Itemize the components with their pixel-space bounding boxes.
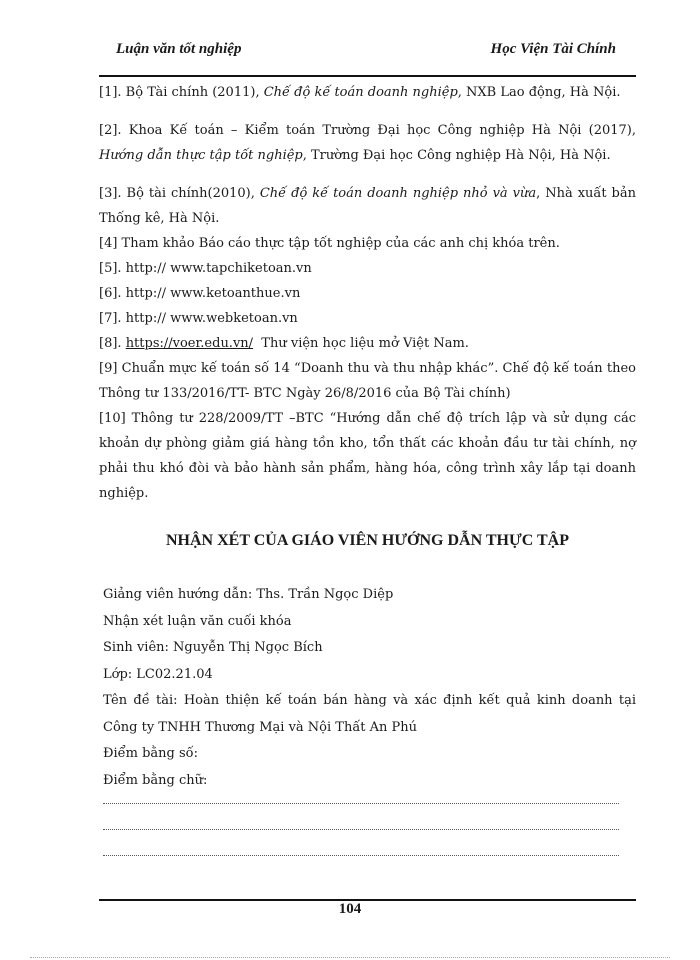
reference-item: [1]. Bộ Tài chính (2011), Chế độ kế toán doanh nghiệp, NXB Lao động, Hà Nội. xyxy=(99,85,621,100)
page-number: 104 xyxy=(338,901,362,917)
dotted-line xyxy=(103,803,619,804)
section-title: NHẬN XÉT CỦA GIÁO VIÊN HƯỚNG DẪN THỰC TẬP xyxy=(165,532,569,549)
page-edge xyxy=(30,957,670,958)
student-line: Sinh viên: Nguyễn Thị Ngọc Bích xyxy=(103,640,323,655)
review-line: Nhận xét luận văn cuối khóa xyxy=(103,613,292,629)
score-number-line: Điểm bằng số: xyxy=(103,746,199,761)
dotted-line xyxy=(103,855,619,856)
reference-item: [9] Chuẩn mực kế toán số 14 “Doanh thu và thu nhập khác”. Chế độ kế toán theo Thông tư 133/2016/TT- BTC Ngày 26/8/2016 của Bộ Tài chính) xyxy=(99,361,636,401)
reference-item: [2]. Khoa Kế toán – Kiểm toán Trường Đại học Công nghiệp Hà Nội (2017), Hướng dẫn thực tập tốt nghiệp, Trường Đại học Công nghiệp Hà Nội, Hà Nội. xyxy=(99,123,636,163)
comment-section xyxy=(103,582,636,794)
reference-list xyxy=(99,80,636,506)
reference-item: [4] Tham khảo Báo cáo thực tập tốt nghiệp của các anh chị khóa trên. xyxy=(99,236,560,251)
instructor-line: Giảng viên hướng dẫn: Ths. Trần Ngọc Diệp xyxy=(103,587,394,602)
header-thesis-label: Luận văn tốt nghiệp xyxy=(116,41,242,57)
reference-item: [8]. https://voer.edu.vn/ Thư viện học liệu mở Việt Nam. xyxy=(99,336,469,351)
reference-link[interactable]: https://voer.edu.vn/ xyxy=(125,336,254,351)
reference-item: [7]. http:// www.webketoan.vn xyxy=(99,311,298,326)
class-line: Lớp: LC02.21.04 xyxy=(103,666,213,682)
reference-item: [6]. http:// www.ketoanthue.vn xyxy=(99,286,301,301)
dotted-line xyxy=(103,829,619,830)
header-institution: Học Viện Tài Chính xyxy=(490,41,616,57)
reference-item: [3]. Bộ tài chính(2010), Chế độ kế toán doanh nghiệp nhỏ và vừa, Nhà xuất bản Thống kê, Hà Nội. xyxy=(99,186,636,226)
topic-line: Tên đề tài: Hoàn thiện kế toán bán hàng và xác định kết quả kinh doanh tại Công ty TNHH Thương Mại và Nội Thất An Phú xyxy=(103,693,636,735)
reference-item: [5]. http:// www.tapchiketoan.vn xyxy=(99,261,312,276)
reference-item: [10] Thông tư 228/2009/TT –BTC “Hướng dẫn chế độ trích lập và sử dụng các khoản dự phòng giảm giá hàng tồn kho, tổn thất các khoản đầu tư tài chính, nợ phải thu khó đòi và bảo hành sản phẩm, hàng hóa, công trình xây lắp tại doanh nghiệp. xyxy=(99,411,636,501)
score-text-line: Điểm bằng chữ: xyxy=(103,772,208,788)
header-rule xyxy=(99,75,636,77)
